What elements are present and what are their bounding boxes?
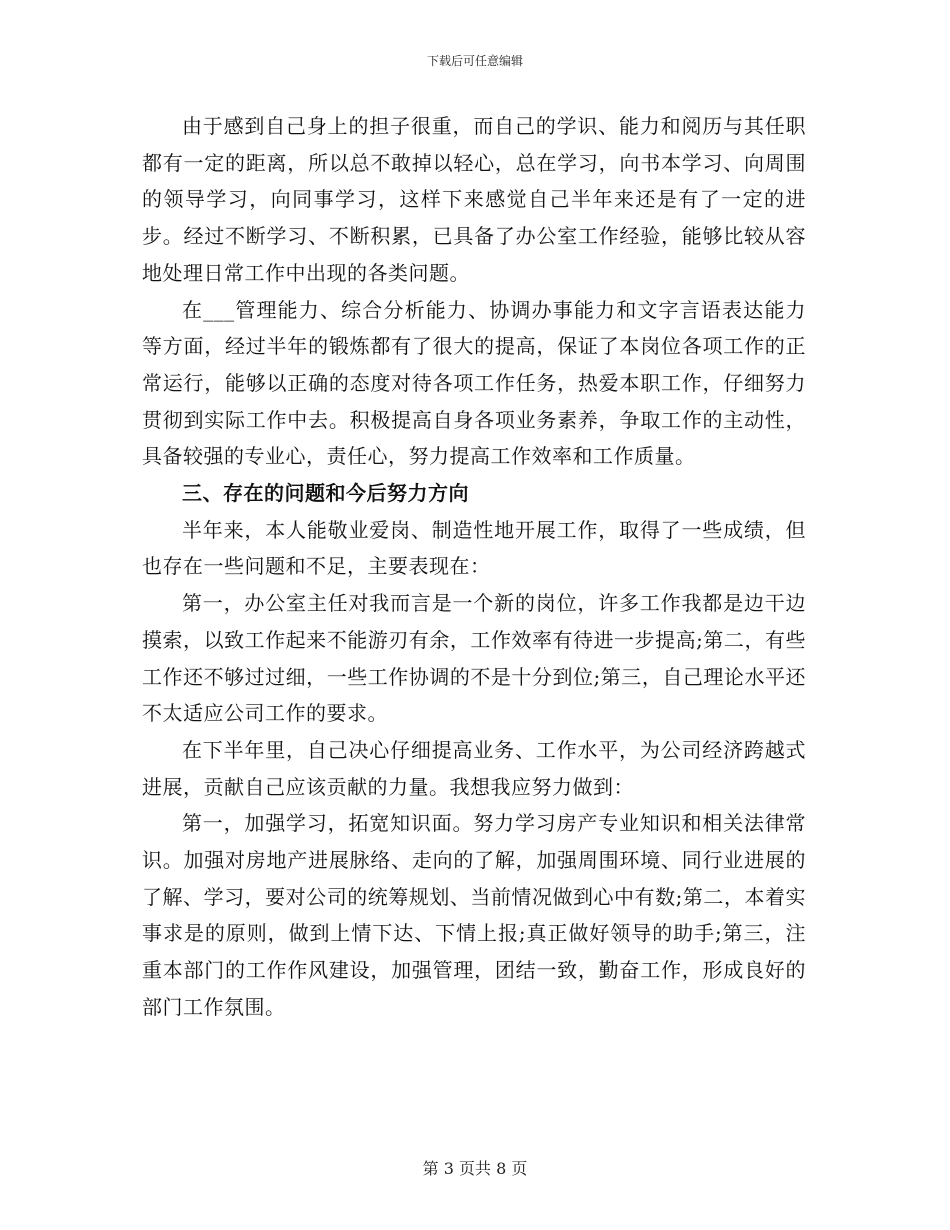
paragraph-learning: 由于感到自己身上的担子很重，而自己的学识、能力和阅历与其任职都有一定的距离，所以总不敢掉以轻心，总在学习，向书本学习、向周围的领导学习，向同事学习，这样下来感觉自己半年来还是有了一定的进步。经过不断学习、不断积累，已具备了办公室工作经验，能够比较从容地处理日常工作中出现的各类问题。 <box>142 114 806 285</box>
paragraph-resolution: 在下半年里，自己决心仔细提高业务、工作水平，为公司经济跨越式进展，贡献自己应该贡献的力量。我想我应努力做到： <box>142 737 806 799</box>
paragraph-shortcomings: 第一，办公室主任对我而言是一个新的岗位，许多工作我都是边干边摸索，以致工作起来不能游刃有余，工作效率有待进一步提高;第二，有些工作还不够过过细，一些工作协调的不是十分到位;第三，自己理论水平还不太适应公司工作的要求。 <box>142 591 806 726</box>
document-body <box>142 108 806 1026</box>
paragraph-abilities: 在___管理能力、综合分析能力、协调办事能力和文字言语表达能力等方面，经过半年的锻炼都有了很大的提高，保证了本岗位各项工作的正常运行，能够以正确的态度对待各项工作任务，热爱本职工作，仔细努力贯彻到实际工作中去。积极提高自身各项业务素养，争取工作的主动性，具备较强的专业心，责任心，努力提高工作效率和工作质量。 <box>142 297 806 469</box>
paragraph-summary: 半年来，本人能敬业爱岗、制造性地开展工作，取得了一些成绩，但也存在一些问题和不足，主要表现在： <box>142 517 806 579</box>
paragraph-goals: 第一，加强学习，拓宽知识面。努力学习房产专业知识和相关法律常识。加强对房地产进展脉络、走向的了解，加强周围环境、同行业进展的了解、学习，要对公司的统筹规划、当前情况做到心中有数;第二，本着实事求是的原则，做到上情下达、下情上报;真正做好领导的助手;第三，注重本部门的工作作风建设，加强管理，团结一致，勤奋工作，形成良好的部门工作氛围。 <box>142 811 806 1019</box>
page-number: 第 3 页共 8 页 <box>422 1159 528 1178</box>
section-heading-problems: 三、存在的问题和今后努力方向 <box>182 481 469 506</box>
page-header: 下载后可任意编辑 <box>426 54 523 68</box>
